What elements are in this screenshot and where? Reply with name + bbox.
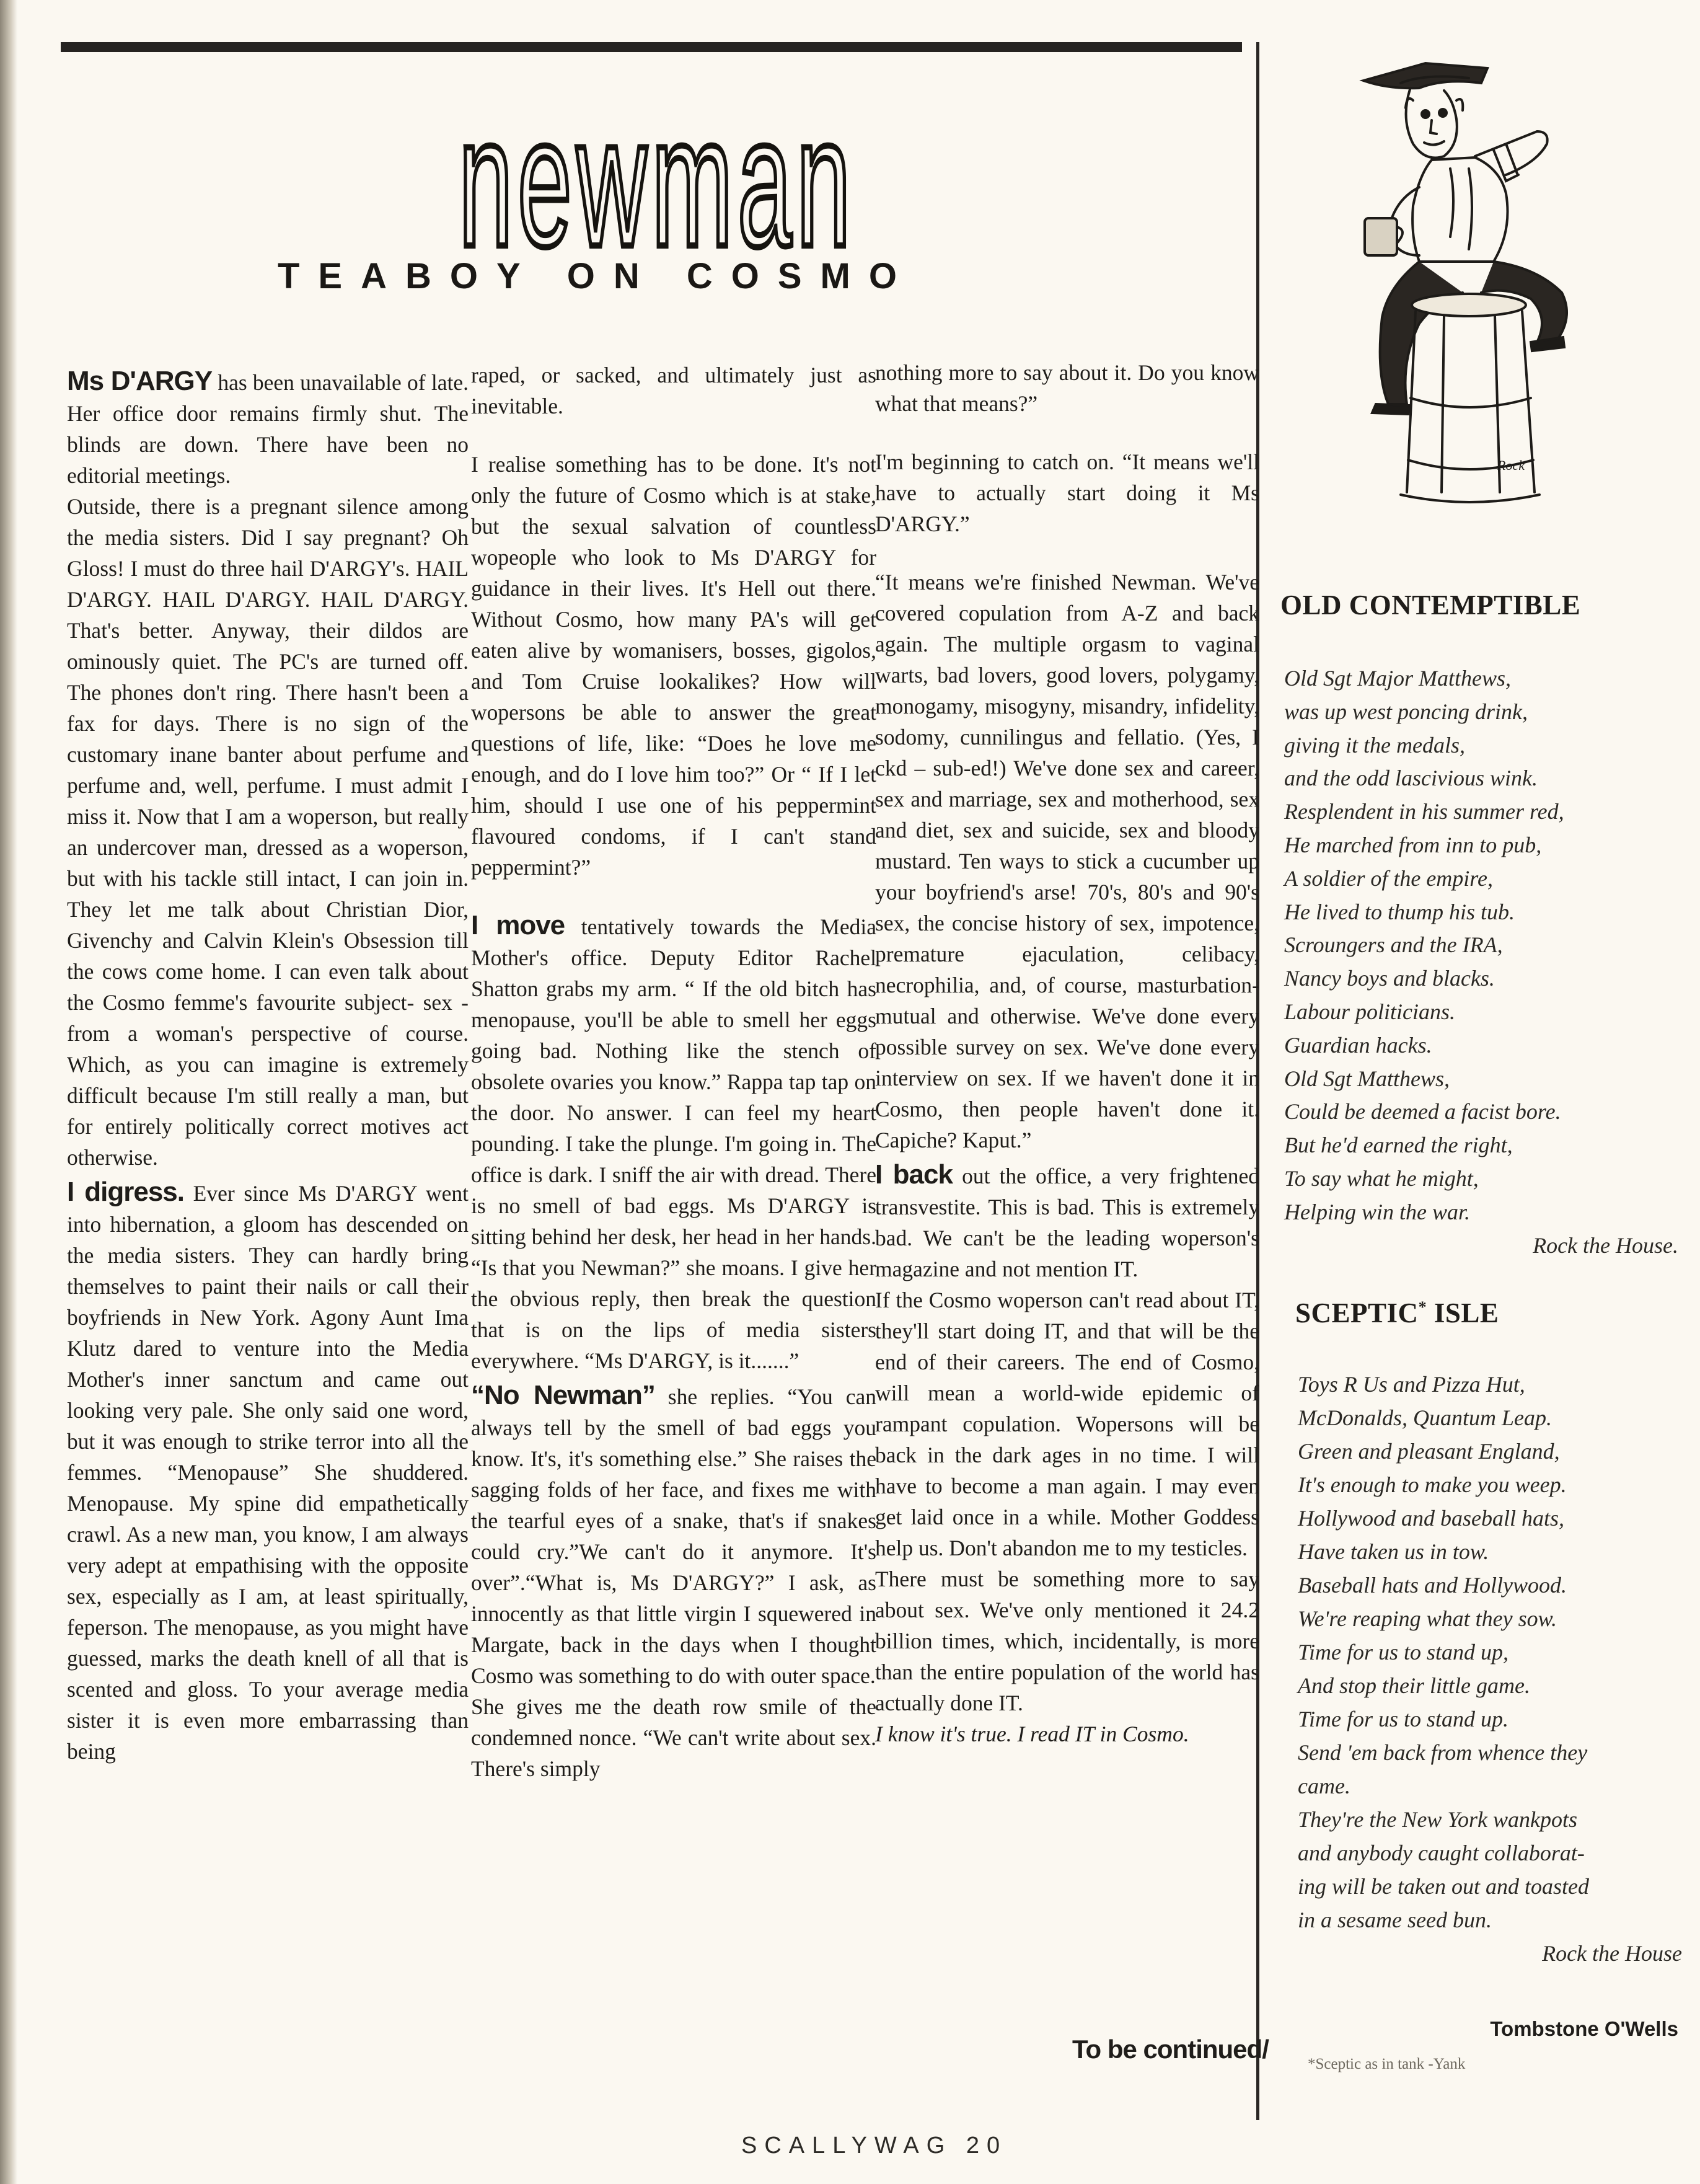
paragraph-text-italic: I know it's true. I read IT in Cosmo. <box>875 1722 1189 1746</box>
poem-line: Send 'em back from whence they <box>1298 1740 1588 1765</box>
paragraph-text: Outside, there is a pregnant silence among the media sisters. Did I say pregnant? Oh Gloss! I must do three hail D'ARGY's. HAIL D'ARGY. HAIL D'ARGY. HAIL D'ARGY. That's better. Anyway, their dildos are ominously quiet. The PC's are turned off. The phones don't ring. There hasn't been a fax for days. There is no sign of the customary inane banter about perfume and perfume and, well, perfume. I must admit I miss it. Now that I am a woperson, but really an undercover man, dressed as a woperson, but with his tackle still intact, I can join in. They let me talk about Christian Dior, Givenchy and Calvin Klein's Obsession till the cows come home. I can even talk about the Cosmo femme's favourite subject- sex - from a woman's perspective of course. Which, as you can imagine is extremely difficult because I'm still really a man, but for entirely politically correct motives act otherwise. <box>67 494 469 1170</box>
paragraph <box>67 1177 469 1767</box>
poem-line: He lived to thump his tub. <box>1284 899 1515 924</box>
paragraph <box>471 1691 876 1784</box>
paragraph-text: nothing more to say about it. Do you know what that means?” <box>875 360 1259 416</box>
paragraph <box>875 357 1259 419</box>
poem-line: and the odd lascivious wink. <box>1284 766 1538 791</box>
poem-signature: Rock the House <box>1542 1941 1682 1966</box>
poem-line: Time for us to stand up, <box>1298 1640 1509 1665</box>
poem-line: Have taken us in tow. <box>1298 1539 1489 1564</box>
poem-line: in a sesame seed bun. <box>1298 1908 1492 1932</box>
poem-line: McDonalds, Quantum Leap. <box>1298 1405 1552 1430</box>
sidebar-author: Tombstone O'Wells <box>1490 2017 1678 2040</box>
poem-line: ing will be taken out and toasted <box>1298 1874 1589 1899</box>
poem-line: Guardian hacks. <box>1284 1032 1432 1058</box>
paragraph-text: She gives me the death row smile of the condemned nonce. “We can't write about sex. There's simply <box>471 1694 876 1781</box>
poem-line: Could be deemed a facist bore. <box>1284 1099 1561 1125</box>
paragraph-text: I realise something has to be done. It's not only the future of Cosmo which is at stake, but the sexual salvation of countless wopeople who look to Ms D'ARGY for guidance in their lives. It's Hell out there. Without Cosmo, how many PA's will get eaten alive by womanisers, bosses, gigolos, and Tom Cruise lookalikes? How will wopersons be able to answer the great questions of life, like: “Does he love me enough, and do I love him too?” Or “ If I let him, should I use one of his peppermint flavoured condoms, if I can't stand peppermint?” <box>471 452 876 880</box>
paragraph <box>875 567 1259 1156</box>
poem-line: Time for us to stand up. <box>1298 1707 1509 1731</box>
paragraph-text: she replies. “You can always tell by the smell of bad eggs you know. It's, it's something else.” She raises the sagging folds of her face, and fixes me with the tearful eyes of a snake, that's if snakes could cry.”We can't do it anymore. It's over”.“What is, Ms D'ARGY?” I ask, as innocently as that little virgin I squewered in Margate, back in the days when I thought Cosmo was something to do with outer space. <box>471 1384 876 1688</box>
paragraph-text: “It means we're finished Newman. We've covered copulation from A-Z and back again. The multiple orgasm to vaginal warts, bad lovers, good lovers, polygamy, monogamy, misogyny, misandry, infidelity, sodomy, cunnilingus and fellatio. (Yes, I ckd – sub-ed!) We've done sex and career, sex and marriage, sex and motherhood, sex and diet, sex and suicide, sex and bloody mustard. Ten ways to stick a cucumber up your boyfriend's arse! 70's, 80's and 90's sex, the concise history of sex, impotence, premature ejaculation, celibacy, necrophilia, and, of course, masturbation- mutual and otherwise. We've done every possible survey on sex. We've done every interview on sex. If we haven't done it in Cosmo, then people haven't done it. Capiche? Kaput.” <box>875 570 1259 1152</box>
poem-line: He marched from inn to pub, <box>1284 832 1542 857</box>
paragraph <box>471 449 876 883</box>
poem-line: We're reaping what they sow. <box>1298 1606 1557 1631</box>
poem-line: Resplendent in his summer red, <box>1284 799 1564 825</box>
article-subtitle: TEABOY ON COSMO <box>278 256 915 296</box>
paragraph-text: raped, or sacked, and ultimately just as inevitable. <box>471 363 876 418</box>
poem-old-contemptible <box>1284 662 1678 1262</box>
top-rule <box>61 42 1242 52</box>
page-spine-shadow <box>0 0 17 2184</box>
poem-line: Hollywood and baseball hats, <box>1298 1506 1564 1531</box>
illustration-signature: Rock <box>1497 458 1525 473</box>
poem-line: was up west poncing drink, <box>1284 699 1528 724</box>
poem-line: To say what he might, <box>1284 1165 1479 1191</box>
paragraph <box>875 1718 1259 1749</box>
poem-line: It's enough to make you weep. <box>1298 1472 1567 1497</box>
paragraph-text: tentatively towards the Media Mother's office. Deputy Editor Rachel Shatton grabs my arm. “ If the old bitch has menopause, you'll be able to smell her eggs going bad. Nothing like the stench of obsolete ovaries you know.” Rappa tap tap on the door. No answer. I can feel my heart pounding. I take the plunge. I'm going in. The office is dark. I sniff the air with dread. There is no smell of bad eggs. Ms D'ARGY is sitting behind her desk, her head in her hands. “Is that you Newman?” she moans. I give her the obvious reply, then break the question that is on the lips of media sisters everywhere. “Ms D'ARGY, is it.......” <box>471 914 876 1373</box>
paragraph <box>471 360 876 422</box>
poem-line: and anybody caught collaborat- <box>1298 1841 1585 1865</box>
paragraph-text: Ever since Ms D'ARGY went into hibernation, a gloom has descended on the media sisters. They can hardly bring themselves to paint their nails or call their boyfriends in New York. Agony Aunt Ima Klutz dared to venture into the Media Mother's inner sanctum and came out looking very pale. She only said one word, but it was enough to strike terror into all the femmes. “Menopause” She shuddered. Menopause. My spine did empathetically crawl. As a new man, you know, I am always very adept at empathising with the opposite sex, especially as I am, at least spiritually, feperson. The menopause, as you might have guessed, marks the death knell of all that is scented and gloss. To your average media sister it is even more embarrassing than being <box>67 1181 469 1764</box>
article-column-3 <box>875 357 1259 1749</box>
article-column-1 <box>67 366 469 1767</box>
paragraph-lead: I digress. <box>67 1177 184 1207</box>
poem-line: came. <box>1298 1774 1350 1798</box>
poem-line: giving it the medals, <box>1284 732 1465 758</box>
paragraph-text: out the office, a very frightened transvestite. This is bad. This is extremely bad. We can't be the leading woperson's magazine and not mention IT. <box>875 1164 1259 1281</box>
poem-line: Toys R Us and Pizza Hut, <box>1298 1372 1525 1397</box>
poem-sceptic-isle <box>1298 1368 1682 1970</box>
paragraph <box>471 1380 876 1691</box>
poem-line: Old Sgt Major Matthews, <box>1284 666 1511 691</box>
footnote-marker: * <box>1418 1298 1427 1316</box>
paragraph-text: There must be something more to say about sex. We've only mentioned it 24.2 billion times, which, incidentally, is more than the entire population of the world has actually done IT. <box>875 1567 1259 1715</box>
paragraph <box>875 1563 1259 1718</box>
paragraph-text: has been unavailable of late. Her office door remains firmly shut. The blinds are down. There have been no editorial meetings. <box>67 370 469 488</box>
poem-signature: Rock the House. <box>1533 1232 1678 1258</box>
paragraph <box>875 1159 1259 1284</box>
paragraph-text: If the Cosmo woperson can't read about IT, they'll start doing IT, and that will be the end of their careers. The end of Cosmo, will mean a world-wide epidemic of rampant copulation. Wopersons will be back in the dark ages in no time. I will have to become a man again. I may even get laid once in a while. Mother Goddess help us. Don't abandon me to my testicles. <box>875 1288 1259 1560</box>
poem-line: Green and pleasant England, <box>1298 1439 1560 1464</box>
continued-note: To be continued/ <box>1072 2035 1269 2064</box>
poem-line: They're the New York wankpots <box>1298 1807 1578 1832</box>
paragraph <box>471 910 876 1376</box>
poem-line: Labour politicians. <box>1284 999 1456 1024</box>
masthead <box>347 122 967 254</box>
paragraph-text: I'm beginning to catch on. “It means we'll have to actually start doing it Ms D'ARGY.” <box>875 449 1259 536</box>
paragraph-lead: Ms D'ARGY <box>67 366 213 396</box>
poem-line: Helping win the war. <box>1284 1199 1471 1224</box>
poem-line: And stop their little game. <box>1298 1673 1530 1698</box>
caricature-man-on-stool-icon <box>1351 51 1587 503</box>
paragraph-lead: “No Newman” <box>471 1380 655 1410</box>
poem-line: Scroungers and the IRA, <box>1284 932 1503 958</box>
paragraph-lead: I back <box>875 1159 953 1190</box>
paragraph-lead: I move <box>471 910 565 940</box>
poem-title: OLD CONTEMPTIBLE <box>1280 590 1581 621</box>
paragraph <box>67 491 469 1173</box>
poem-line: A soldier of the empire, <box>1284 865 1493 891</box>
paragraph <box>875 1284 1259 1563</box>
page-footer: SCALLYWAG 20 <box>741 2133 1008 2159</box>
poem-line: Old Sgt Matthews, <box>1284 1066 1450 1091</box>
poem-line: Nancy boys and blacks. <box>1284 966 1495 991</box>
poem-line: Baseball hats and Hollywood. <box>1298 1573 1567 1598</box>
paragraph <box>67 366 469 491</box>
article-column-2 <box>471 360 876 1784</box>
poem-title-rest: ISLE <box>1427 1298 1499 1329</box>
poem-title-main: SCEPTIC <box>1295 1298 1419 1329</box>
paragraph <box>875 446 1259 539</box>
masthead-text: newman <box>459 122 855 254</box>
poem-line: But he'd earned the right, <box>1284 1133 1513 1158</box>
poem-title <box>1295 1297 1499 1329</box>
footnote: *Sceptic as in tank -Yank <box>1308 2056 1466 2072</box>
